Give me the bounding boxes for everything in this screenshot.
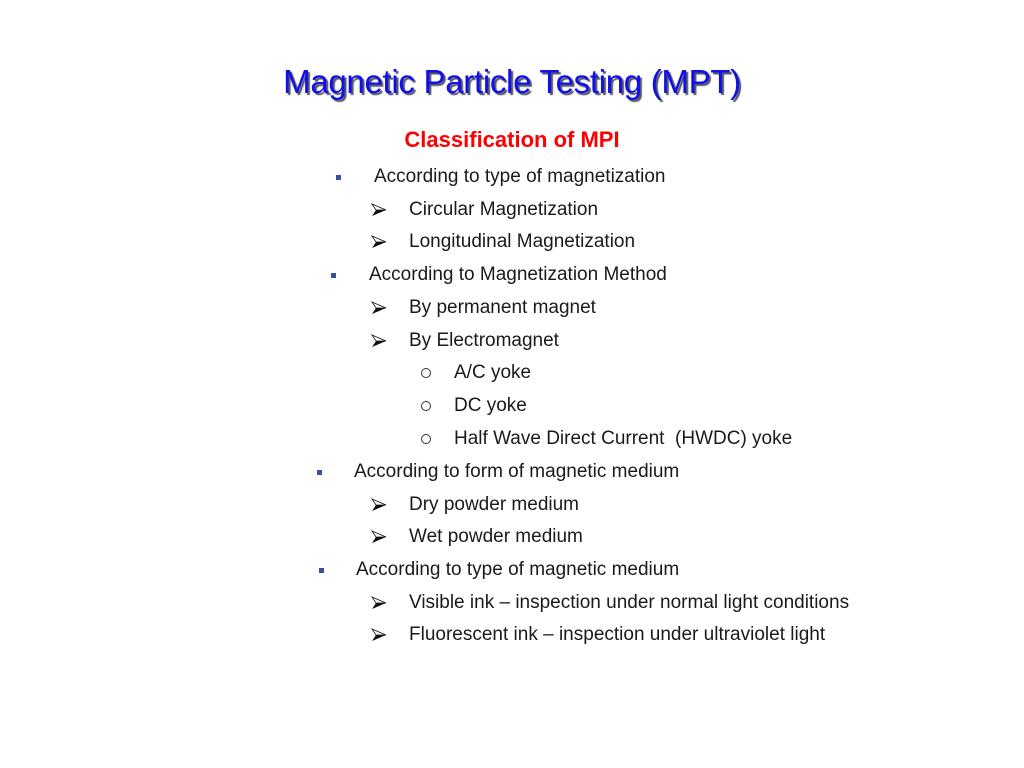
circle-bullet-icon <box>421 401 431 411</box>
arrow-bullet-icon <box>371 595 387 611</box>
list-item-text: According to type of magnetization <box>374 166 666 187</box>
arrow-bullet-icon <box>371 333 387 349</box>
list-item-text: Dry powder medium <box>409 494 579 515</box>
arrow-bullet-icon <box>371 627 387 643</box>
arrow-bullet-icon <box>371 529 387 545</box>
list-item-text: A/C yoke <box>454 362 532 383</box>
square-bullet-icon <box>317 470 322 475</box>
list-item-text: According to type of magnetic medium <box>356 559 680 580</box>
slide-title: Magnetic Particle Testing (MPT) <box>283 63 741 100</box>
list-item-text: According to form of magnetic medium <box>354 461 680 482</box>
square-bullet-icon <box>319 568 324 573</box>
list-item-text: Longitudinal Magnetization <box>409 231 636 252</box>
list-item-text: According to Magnetization Method <box>369 264 667 285</box>
list-item-text: Visible ink – inspection under normal light conditions <box>409 592 850 613</box>
circle-bullet-icon <box>421 368 431 378</box>
square-bullet-icon <box>336 175 341 180</box>
list-item-text: DC yoke <box>454 395 527 416</box>
arrow-bullet-icon <box>371 234 387 250</box>
arrow-bullet-icon <box>371 202 387 218</box>
arrow-bullet-icon <box>371 497 387 513</box>
circle-bullet-icon <box>421 434 431 444</box>
list-item-text: Fluorescent ink – inspection under ultraviolet light <box>409 624 826 645</box>
list-item-text: By Electromagnet <box>409 330 559 351</box>
list-item-text: Wet powder medium <box>409 526 583 547</box>
square-bullet-icon <box>331 273 336 278</box>
arrow-bullet-icon <box>371 300 387 316</box>
slide-subtitle: Classification of MPI <box>404 127 620 152</box>
list-item-text: Half Wave Direct Current (HWDC) yoke <box>454 428 793 449</box>
list-item-text: By permanent magnet <box>409 297 596 318</box>
list-item-text: Circular Magnetization <box>409 199 599 220</box>
